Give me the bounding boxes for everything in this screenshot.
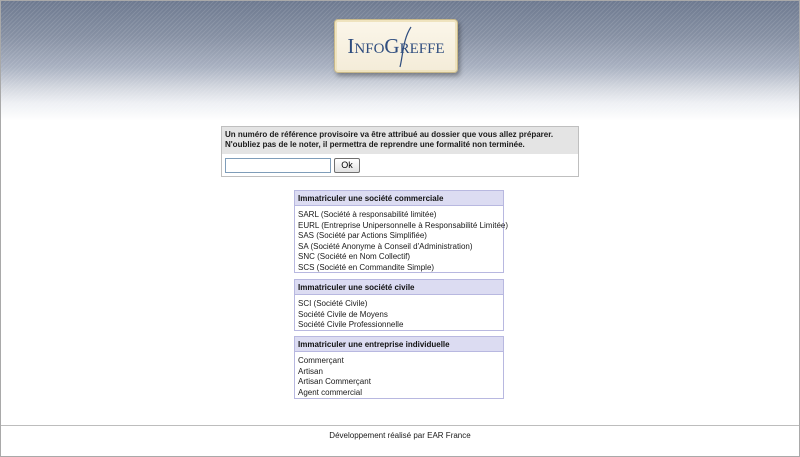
section-title: Immatriculer une entreprise individuelle	[295, 337, 503, 352]
section-list	[295, 295, 503, 333]
list-item-snc[interactable]: SNC (Société en Nom Collectif)	[298, 252, 411, 262]
infogreffe-logo[interactable]	[334, 19, 458, 73]
section-societe-civile	[294, 279, 504, 331]
section-title: Immatriculer une société commerciale	[295, 191, 503, 206]
reference-panel	[221, 126, 579, 177]
header-banner	[1, 1, 799, 121]
section-list	[295, 206, 509, 276]
list-item-artisan-commercant[interactable]: Artisan Commerçant	[298, 377, 371, 387]
list-item-sa[interactable]: SA (Société Anonyme à Conseil d'Administration)	[298, 241, 473, 251]
list-item-eurl[interactable]: EURL (Entreprise Unipersonnelle à Responsabilité Limitée)	[298, 220, 509, 230]
section-list	[295, 352, 503, 400]
section-title: Immatriculer une société civile	[295, 280, 503, 295]
logo-swoosh-icon	[397, 25, 415, 69]
list-item-agent-commercial[interactable]: Agent commercial	[298, 387, 363, 397]
list-item-scp[interactable]: Société Civile Professionnelle	[298, 320, 404, 330]
section-entreprise-individuelle	[294, 336, 504, 399]
list-item-sarl[interactable]: SARL (Société à responsabilité limitée)	[298, 210, 437, 219]
logo-text: InfoGreffe	[347, 33, 445, 58]
footer-divider	[1, 425, 799, 426]
reference-number-input[interactable]	[225, 158, 331, 173]
list-item-scm[interactable]: Société Civile de Moyens	[298, 309, 388, 319]
reference-notice-line2: N'oubliez pas de le noter, il permettra de reprendre une formalité non terminée.	[225, 140, 525, 149]
list-item-sas[interactable]: SAS (Société par Actions Simplifiée)	[298, 231, 427, 241]
reference-notice-line1: Un numéro de référence provisoire va être attribué au dossier que vous allez préparer.	[225, 130, 554, 139]
list-item-commercant[interactable]: Commerçant	[298, 356, 344, 365]
list-item-scs[interactable]: SCS (Société en Commandite Simple)	[298, 262, 435, 272]
section-societe-commerciale	[294, 190, 509, 273]
reference-notice	[222, 127, 578, 154]
list-item-artisan[interactable]: Artisan	[298, 366, 323, 376]
footer-credit: Développement réalisé par EAR France	[329, 431, 471, 440]
list-item-sci[interactable]: SCI (Société Civile)	[298, 299, 368, 308]
ok-button[interactable]: Ok	[334, 158, 360, 173]
